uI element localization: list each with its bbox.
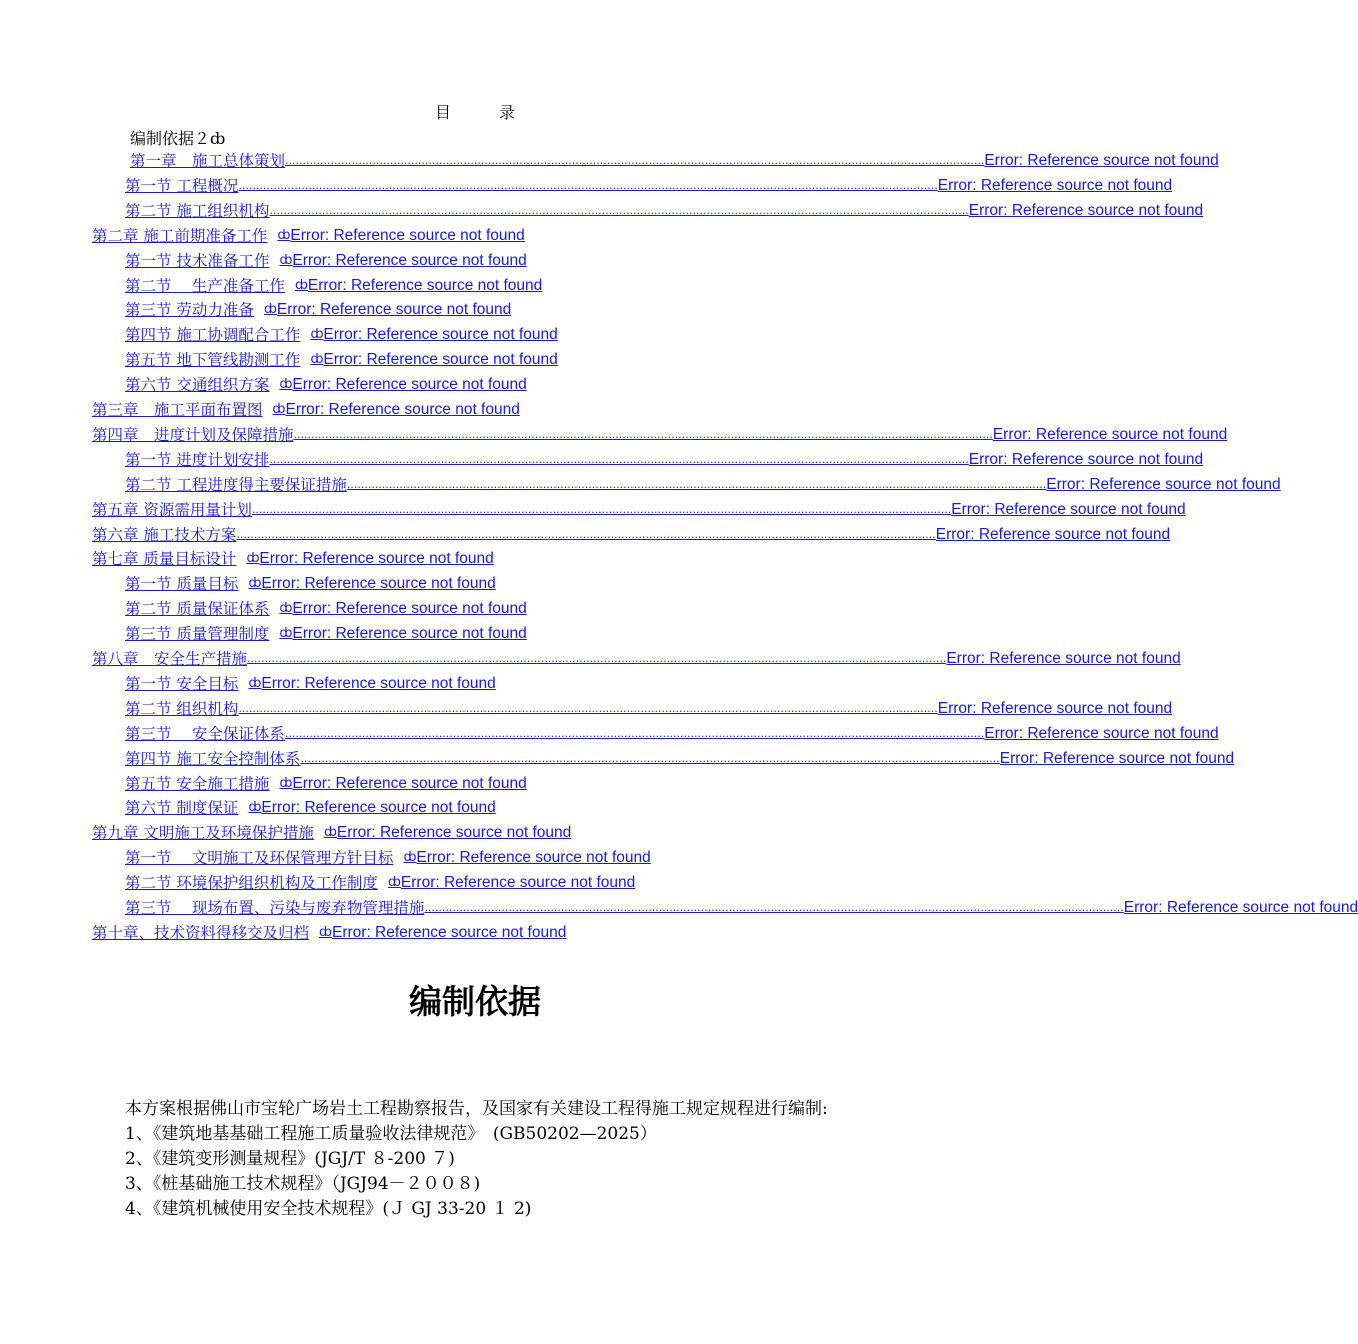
toc-dot-leader: ........................................................................................................................................................................................................ — [269, 452, 969, 466]
toc-page-reference: Error: Reference source not found — [261, 674, 496, 692]
toc-entry[interactable] — [92, 225, 525, 247]
toc-entry-label: 第三章 施工平面布置图 — [92, 401, 263, 419]
toc-entry-label: 第三节 现场布置、污染与废弃物管理措施 — [125, 899, 425, 917]
toc-entry[interactable] — [125, 897, 1358, 919]
toc-page-reference: Error: Reference source not found — [323, 351, 558, 369]
toc-entry-label: 第六节 制度保证 — [125, 799, 239, 818]
toc-tab-mark: ȸ — [310, 327, 324, 343]
list-item: 1、《建筑地基基础工程施工质量验收法律规范》 (GB50202—2025） — [125, 1124, 657, 1144]
toc-entry[interactable] — [125, 200, 1204, 222]
toc-entry-label: 第二节 生产准备工作 — [125, 276, 285, 295]
toc-entry[interactable] — [92, 922, 566, 944]
toc-page-reference: Error: Reference source not found — [285, 401, 520, 418]
toc-entry-label: 第二节 组织机构 — [125, 699, 239, 718]
toc-page-reference: Error: Reference source not found — [323, 326, 558, 344]
toc-entry-label: 第二节 环境保护组织机构及工作制度 — [125, 874, 378, 893]
toc-entry[interactable] — [125, 698, 1173, 720]
toc-entry-label: 第一节 技术准备工作 — [125, 251, 270, 270]
toc-entry[interactable] — [125, 275, 542, 297]
toc-tab-mark: ȸ — [279, 601, 293, 617]
toc-entry[interactable] — [92, 548, 494, 570]
toc-tab-mark: ȸ — [403, 850, 417, 866]
list-item: 3、《桩基础施工技术规程》（JGJ94－２００８) — [125, 1174, 481, 1194]
toc-entry-label: 第七章 质量目标设计 — [92, 550, 237, 569]
toc-page-reference: Error: Reference source not found — [261, 799, 496, 817]
toc-dot-leader: ........................................................................................................................................................................................................ — [285, 154, 985, 167]
toc-entry-label: 第九章 文明施工及环境保护措施 — [92, 824, 314, 843]
toc-entry-label: 第四节 施工协调配合工作 — [125, 326, 301, 345]
toc-entry[interactable] — [125, 449, 1204, 471]
toc-entry[interactable] — [125, 250, 527, 272]
toc-tab-mark: ȸ — [319, 924, 332, 940]
toc-page-reference: Error: Reference source not found — [968, 450, 1204, 468]
toc-page-reference: Error: Reference source not found — [290, 226, 525, 244]
toc-page-reference: Error: Reference source not found — [984, 724, 1219, 742]
toc-page-reference: Error: Reference source not found — [400, 874, 636, 892]
toc-dot-leader: ........................................................................................................................................................................................................ — [424, 901, 1124, 914]
toc-entry-label: 第八章 安全生产措施 — [92, 650, 248, 668]
toc-page-reference: Error: Reference source not found — [984, 152, 1219, 169]
toc-page-reference: Error: Reference source not found — [946, 650, 1181, 667]
toc-entry[interactable] — [92, 399, 520, 421]
toc-entry-label: 第二章 施工前期准备工作 — [92, 226, 268, 245]
toc-entry-label: 第三节 安全保证体系 — [125, 724, 285, 743]
toc-tab-mark: ȸ — [272, 402, 286, 417]
toc-entry-label: 第二节 质量保证体系 — [125, 600, 270, 619]
toc-dot-leader: ........................................................................................................................................................................................................ — [300, 751, 1000, 765]
toc-entry[interactable] — [125, 598, 527, 620]
toc-page-reference: Error: Reference source not found — [999, 749, 1235, 767]
toc-title-right: 录 — [499, 103, 516, 122]
toc-entry[interactable] — [125, 847, 651, 869]
toc-tab-mark: ȸ — [248, 675, 262, 691]
toc-entry[interactable] — [125, 872, 635, 894]
toc-entry[interactable] — [92, 822, 571, 844]
toc-page-reference: Error: Reference source not found — [937, 176, 1173, 194]
toc-entry-label: 第一节 进度计划安排 — [125, 450, 270, 469]
toc-entry-label: 第三节 劳动力准备 — [125, 301, 254, 320]
toc-tab-mark: ȸ — [279, 252, 293, 268]
toc-entry[interactable] — [125, 573, 496, 595]
toc-page-reference: Error: Reference source not found — [336, 824, 572, 842]
toc-page-reference: Error: Reference source not found — [935, 525, 1171, 543]
toc-entry-label: 第二节 工程进度得主要保证措施 — [125, 475, 347, 494]
toc-entry[interactable] — [125, 673, 496, 695]
toc-tab-mark: ȸ — [248, 800, 262, 816]
toc-dot-leader: ........................................................................................................................................................................................................ — [238, 178, 938, 192]
toc-page-reference: Error: Reference source not found — [937, 699, 1173, 717]
toc-tab-mark: ȸ — [279, 377, 293, 393]
toc-page-reference: Error: Reference source not found — [992, 425, 1228, 443]
toc-tab-mark: ȸ — [248, 576, 262, 592]
toc-entry[interactable] — [92, 648, 1181, 670]
toc-entry-label: 第六章 施工技术方案 — [92, 525, 237, 544]
toc-page-reference: Error: Reference source not found — [1046, 475, 1281, 493]
intro-paragraph: 本方案根据佛山市宝轮广场岩土工程勘察报告，及国家有关建设工程得施工规定规程进行编制: — [125, 1099, 828, 1119]
toc-title — [0, 100, 950, 123]
toc-entry[interactable] — [92, 524, 1171, 546]
toc-entry-label: 第三节 质量管理制度 — [125, 625, 270, 644]
toc-entry[interactable] — [125, 723, 1219, 745]
toc-dot-leader: ........................................................................................................................................................................................................ — [238, 701, 938, 715]
toc-entry[interactable] — [130, 150, 1219, 172]
toc-entry[interactable] — [125, 349, 558, 371]
toc-page-reference: Error: Reference source not found — [292, 625, 527, 643]
toc-entry[interactable] — [92, 424, 1228, 446]
toc-entry[interactable] — [125, 175, 1173, 197]
toc-entry-label: 第五章 资源需用量计划 — [92, 500, 252, 519]
toc-entry[interactable] — [125, 474, 1281, 496]
toc-entry-label: 第二节 施工组织机构 — [125, 201, 270, 220]
toc-tab-mark: ȸ — [279, 775, 293, 791]
toc-page-reference: Error: Reference source not found — [416, 849, 651, 867]
toc-tab-mark: ȸ — [310, 352, 324, 368]
toc-entry-label: 第四章 进度计划及保障措施 — [92, 425, 294, 444]
toc-entry-label: 第一节 质量目标 — [125, 575, 239, 594]
toc-tab-mark: ȸ — [387, 875, 401, 891]
toc-tab-mark: ȸ — [323, 825, 337, 841]
toc-page-reference: Error: Reference source not found — [276, 301, 512, 319]
toc-entry-label: 第十章、技术资料得移交及归档 — [92, 923, 310, 942]
toc-page-reference: Error: Reference source not found — [292, 600, 527, 618]
toc-dot-leader: ........................................................................................................................................................................................................ — [293, 427, 993, 441]
toc-tab-mark: ȸ — [277, 227, 291, 243]
toc-tab-mark: ȸ — [294, 277, 308, 293]
toc-page-reference: Error: Reference source not found — [261, 575, 496, 593]
toc-dot-leader: ........................................................................................................................................................................................................ — [284, 726, 985, 740]
toc-entry[interactable] — [92, 499, 1186, 521]
toc-basis-line: 编制依据２ȸ — [130, 129, 226, 148]
toc-entry[interactable] — [125, 324, 558, 346]
toc-entry-label: 第一章 施工总体策划 — [130, 152, 286, 170]
toc-tab-mark: ȸ — [279, 626, 293, 642]
toc-dot-leader: ........................................................................................................................................................................................................ — [247, 652, 947, 665]
toc-entry[interactable] — [125, 773, 527, 795]
toc-page-reference: Error: Reference source not found — [1123, 899, 1358, 916]
section-body — [125, 1097, 860, 1222]
toc-page-reference: Error: Reference source not found — [292, 251, 527, 269]
toc-dot-leader: ........................................................................................................................................................................................................ — [236, 527, 936, 541]
toc-page-reference: Error: Reference source not found — [292, 376, 527, 394]
toc-page-reference: Error: Reference source not found — [332, 923, 567, 941]
toc-page-reference: Error: Reference source not found — [307, 276, 543, 294]
toc-entry[interactable] — [125, 797, 496, 819]
toc-entry-label: 第五节 安全施工措施 — [125, 774, 270, 793]
list-item: 4、《建筑机械使用安全技术规程》(Ｊ GJ 33-20 １ 2) — [125, 1199, 532, 1219]
toc-entry-label: 第一节 文明施工及环保管理方针目标 — [125, 849, 394, 868]
list-item: 2、《建筑变形测量规程》(JGJ/T ８-200 ７) — [125, 1149, 455, 1169]
toc-entry-label: 第四节 施工安全控制体系 — [125, 749, 301, 768]
toc-entry-label: 第一节 安全目标 — [125, 674, 239, 693]
toc-title-left: 目 — [434, 103, 451, 122]
section-heading: 编制依据 — [409, 982, 541, 1021]
toc-entry-label: 第一节 工程概况 — [125, 176, 239, 195]
toc-dot-leader: ........................................................................................................................................................................................................ — [251, 502, 952, 516]
toc-tab-mark: ȸ — [263, 302, 277, 318]
toc-entry-label: 第六节 交通组织方案 — [125, 376, 270, 395]
toc-page-reference: Error: Reference source not found — [259, 550, 494, 568]
toc-entry[interactable] — [125, 623, 527, 645]
toc-entry[interactable] — [125, 374, 527, 396]
toc-page-reference: Error: Reference source not found — [968, 201, 1204, 219]
toc-entry[interactable] — [125, 299, 511, 321]
toc-dot-leader: ........................................................................................................................................................................................................ — [269, 203, 969, 217]
toc-entry-label: 第五节 地下管线勘测工作 — [125, 351, 301, 370]
toc-page-reference: Error: Reference source not found — [292, 774, 527, 792]
toc-page-reference: Error: Reference source not found — [951, 500, 1186, 518]
toc-entry[interactable] — [125, 748, 1235, 770]
toc-tab-mark: ȸ — [246, 551, 260, 567]
toc-dot-leader: ........................................................................................................................................................................................................ — [346, 477, 1047, 491]
